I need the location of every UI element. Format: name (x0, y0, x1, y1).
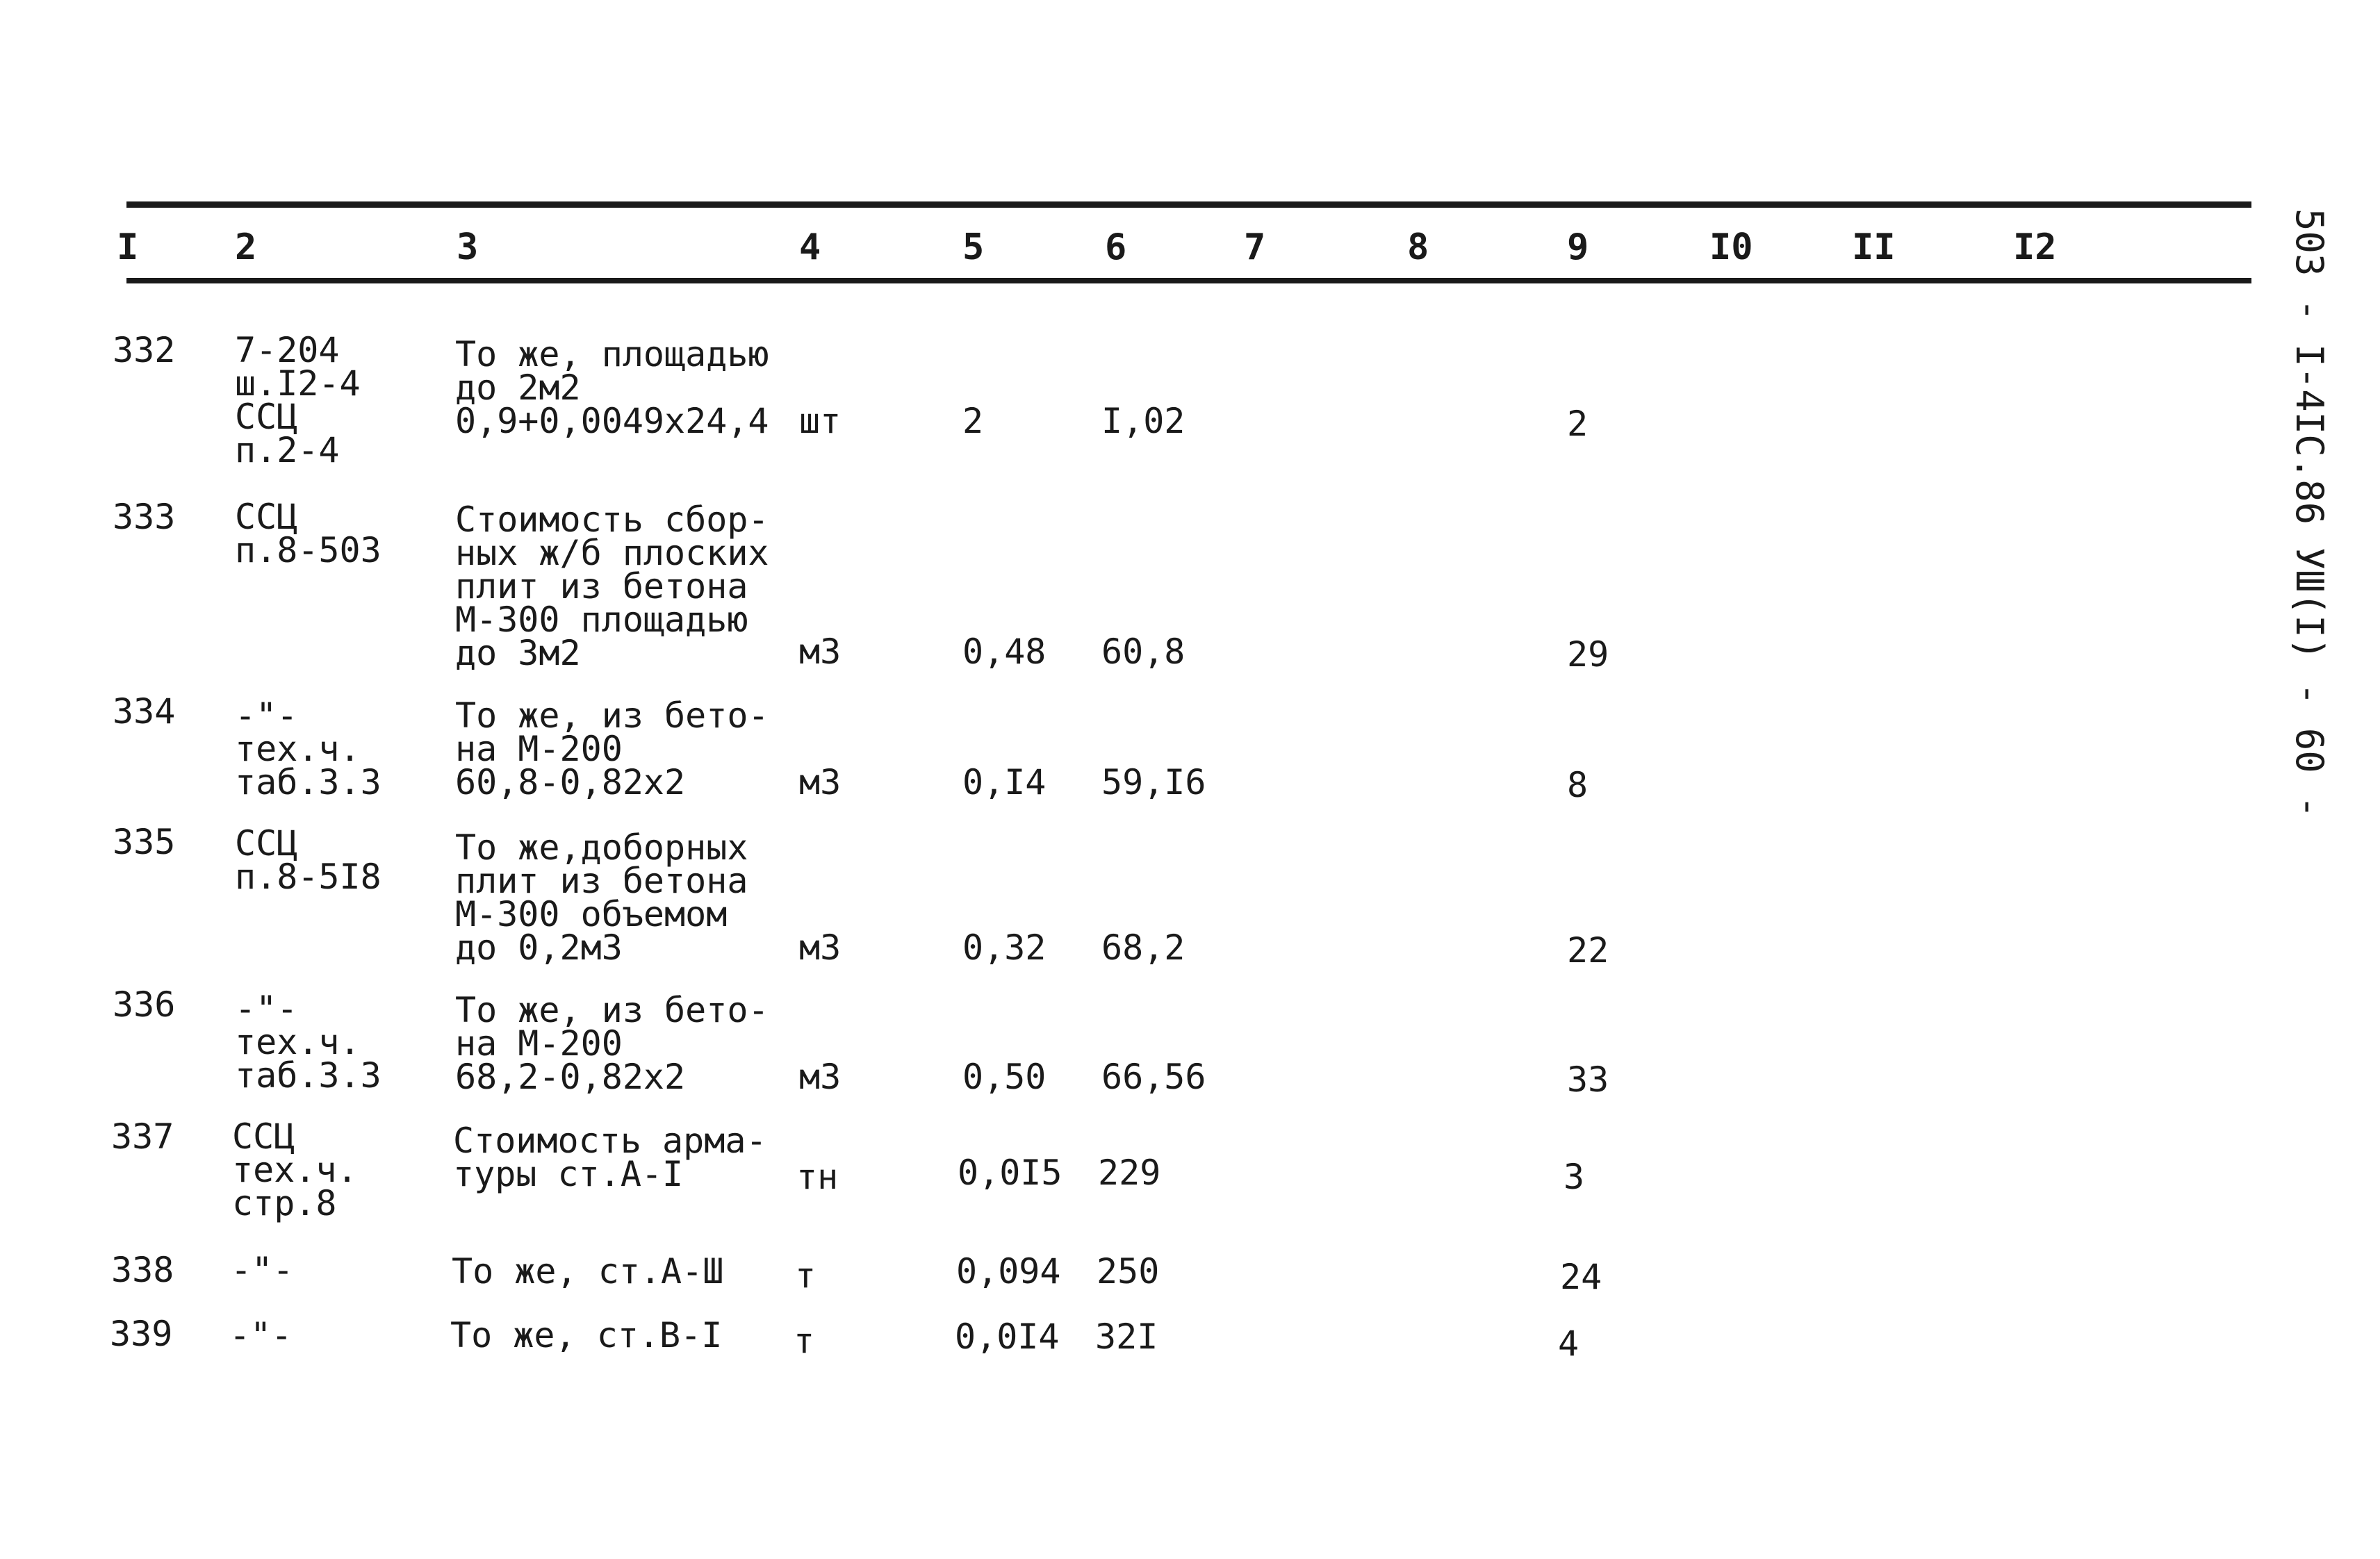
row-description: Стоимость сбор- ных ж/б плоских плит из бетона М-300 площадью до 3м2 (455, 500, 769, 673)
col-header-4: 4 (799, 226, 821, 268)
row-quantity: 2 (962, 401, 984, 441)
row-unit-price: 229 (1098, 1153, 1161, 1193)
col-header-8: 8 (1407, 226, 1429, 268)
table-top-rule (126, 201, 2251, 208)
row-number: 332 (113, 330, 176, 370)
row-number: 338 (111, 1250, 174, 1290)
row-total: 2 (1567, 404, 1589, 444)
row-total: 33 (1567, 1059, 1609, 1100)
row-reference: ССЦ п.8-5I8 (235, 823, 381, 897)
row-quantity: 0,48 (962, 632, 1047, 672)
row-reference: -"- (229, 1315, 293, 1355)
row-unit: шт (799, 401, 842, 441)
row-description: То же,доборных плит из бетона М-300 объемом до 0,2м3 (455, 827, 748, 968)
row-number: 335 (113, 822, 176, 862)
row-unit-price: 32I (1095, 1317, 1158, 1357)
row-number: 334 (113, 691, 176, 732)
row-reference: -"- (231, 1250, 294, 1290)
col-header-1: I (117, 226, 139, 268)
row-reference: -"- тех.ч. таб.3.3 (235, 989, 381, 1096)
row-unit-price: 66,56 (1101, 1057, 1206, 1097)
row-reference: ССЦ п.8-503 (235, 497, 381, 570)
col-header-3: 3 (457, 226, 479, 268)
row-description: То же, из бето- на М-200 60,8-0,82х2 (455, 695, 769, 802)
row-unit: м3 (799, 762, 842, 802)
row-number: 336 (113, 984, 176, 1025)
row-unit-price: 59,I6 (1101, 762, 1206, 802)
col-header-11: II (1852, 226, 1896, 268)
row-quantity: 0,I4 (962, 762, 1047, 802)
col-header-9: 9 (1567, 226, 1589, 268)
row-unit-price: I,02 (1101, 401, 1185, 441)
row-description: То же, площадью до 2м2 0,9+0,0049х24,4 (455, 334, 769, 441)
col-header-6: 6 (1105, 226, 1127, 268)
row-total: 4 (1558, 1323, 1579, 1364)
row-number: 339 (110, 1314, 173, 1354)
col-header-2: 2 (235, 226, 257, 268)
row-unit-price: 250 (1097, 1251, 1160, 1292)
row-number: 337 (111, 1116, 174, 1157)
col-header-5: 5 (962, 226, 985, 268)
row-total: 24 (1560, 1257, 1602, 1297)
row-description: То же, ст.А-Ш (452, 1251, 724, 1292)
row-unit-price: 60,8 (1101, 632, 1185, 672)
table-header-rule (126, 278, 2251, 283)
row-total: 22 (1567, 930, 1609, 971)
row-description: То же, ст.В-I (450, 1315, 723, 1355)
row-unit: м3 (799, 632, 842, 672)
row-reference: ССЦ тех.ч. стр.8 (232, 1116, 358, 1223)
row-unit: м3 (799, 927, 842, 968)
row-quantity: 0,0I4 (955, 1317, 1060, 1357)
col-header-7: 7 (1244, 226, 1266, 268)
row-description: Стоимость арма- туры ст.А-I (453, 1121, 767, 1194)
row-total: 3 (1564, 1157, 1585, 1197)
row-reference: -"- тех.ч. таб.3.3 (235, 695, 381, 802)
row-quantity: 0,094 (956, 1251, 1061, 1292)
row-reference: 7-204 ш.I2-4 ССЦ п.2-4 (235, 330, 361, 470)
row-unit: т (795, 1255, 816, 1296)
row-quantity: 0,0I5 (958, 1153, 1062, 1193)
row-quantity: 0,50 (962, 1057, 1047, 1097)
col-header-12: I2 (2013, 226, 2057, 268)
row-unit: м3 (799, 1057, 842, 1097)
row-total: 29 (1567, 634, 1609, 675)
row-description: То же, из бето- на М-200 68,2-0,82х2 (455, 990, 769, 1097)
row-unit: т (794, 1321, 815, 1361)
row-quantity: 0,32 (962, 927, 1047, 968)
document-code-margin: 503 - I-4IC.86 УШ(I) - 60 - (2288, 208, 2331, 818)
row-total: 8 (1567, 765, 1589, 805)
row-unit-price: 68,2 (1101, 927, 1185, 968)
row-unit: тн (796, 1157, 839, 1197)
col-header-10: I0 (1709, 226, 1753, 268)
row-number: 333 (113, 497, 176, 537)
